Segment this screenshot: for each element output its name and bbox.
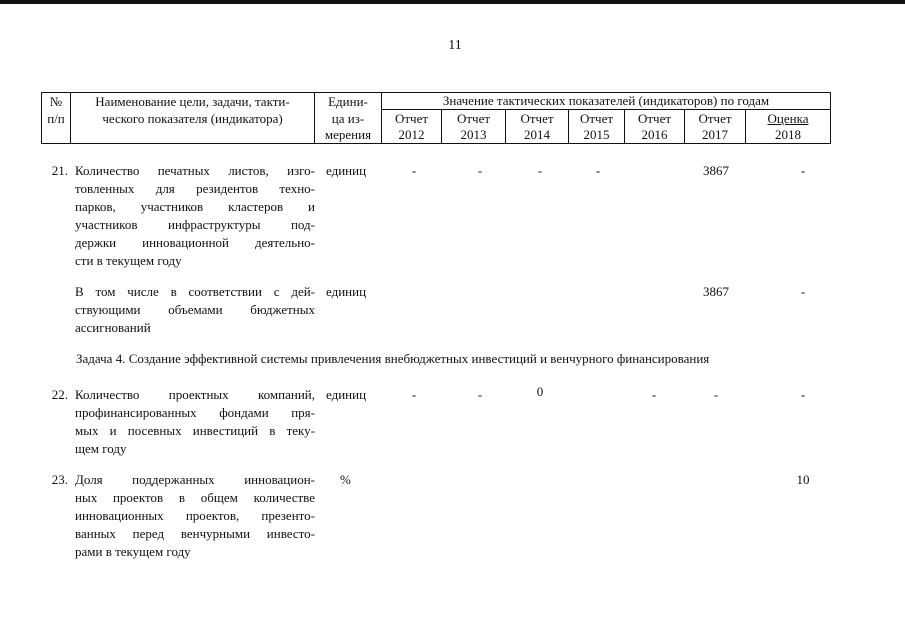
row-unit: единиц [326,387,367,402]
header-unit-line1: Едини- [328,94,368,109]
row-text-line: ванных перед венчурными инвесто- [75,526,315,541]
value-2015: - [595,163,601,178]
header-unit-line3: мерения [324,127,372,142]
header-name-line2: ческого показателя (индикатора) [102,111,283,126]
value-2018: 10 [796,472,810,487]
value-2017: 3867 [703,284,729,299]
row-number: 22. [51,387,68,402]
value-2017: 3867 [703,163,729,178]
header-year: 2018 [775,127,801,142]
header-unit-line2: ца из- [331,111,365,126]
header-year: 2014 [524,127,550,142]
value-2012: - [411,387,417,402]
row-text-line: держки инновационной деятельно- [75,235,315,250]
row-text-line: ствующими объемами бюджетных [75,302,315,317]
header-year-label: Отчет [637,111,672,126]
header-year-label: Отчет [394,111,429,126]
row-text-line: ассигнований [75,320,151,335]
value-2014: 0 [536,384,544,399]
header-year: 2015 [583,127,610,142]
row-text-line: сти в текущем году [75,253,182,268]
value-2018: - [800,163,806,178]
row-text-line: рами в текущем году [75,544,191,559]
row-description [75,283,315,337]
header-year: 2013 [460,127,487,142]
value-2012: - [411,163,417,178]
header-num-line2: п/п [47,111,65,126]
page-number: 11 [448,38,462,53]
row-text-line: Доля поддержанных инновацион- [75,472,315,487]
header-values-group: Значение тактических показателей (индикаторов) по годам [442,93,770,108]
value-2016: - [713,387,719,402]
row-text-line: профинансированных фондами пря- [75,405,315,420]
scan-top-border [0,0,905,4]
row-text-line: щем году [75,441,127,456]
header-year: 2016 [641,127,668,142]
row-text-line: ных проектов в общем количестве [75,490,315,505]
value-2014: - [537,163,543,178]
row-text-line: В том числе в соответствии с дей- [75,284,315,299]
row-text-line: участников инфраструктуры под- [75,217,315,232]
row-text-line: товленных для резидентов техно- [75,181,315,196]
row-number: 23. [51,472,68,487]
header-year-label: Отчет [456,111,491,126]
row-description [75,162,315,270]
row-text-line: инновационных проектов, презенто- [75,508,315,523]
row-text-line: Количество проектных компаний, [75,387,315,402]
header-bottom-border [41,143,831,144]
row-number: 21. [51,163,68,178]
row-text-line: Количество печатных листов, изго- [75,163,315,178]
table-header [41,92,831,144]
header-year-label: Оценка [767,111,809,126]
value-2017: - [800,387,806,402]
header-right-border [830,92,831,144]
header-num-line1: № [49,94,63,109]
row-unit: единиц [326,163,367,178]
header-year: 2012 [398,127,425,142]
value-2018: - [800,284,806,299]
row-text-line: мых и посевных инвестиций в теку- [75,423,315,438]
value-2013: - [477,387,483,402]
row-text-line: парков, участников кластеров и [75,199,315,214]
header-year: 2017 [702,127,728,142]
row-description [75,471,315,561]
value-2015: - [651,387,657,402]
header-year-label: Отчет [579,111,614,126]
header-year-label: Отчет [520,111,554,126]
value-2013: - [477,163,483,178]
header-name-line1: Наименование цели, задачи, такти- [95,94,290,109]
header-year-label: Отчет [698,111,732,126]
row-unit: единиц [326,284,367,299]
task-heading: Задача 4. Создание эффективной системы привлечения внебюджетных инвестиций и венчурного финансирования [76,351,710,366]
row-description [75,386,315,458]
row-unit: % [340,472,351,487]
